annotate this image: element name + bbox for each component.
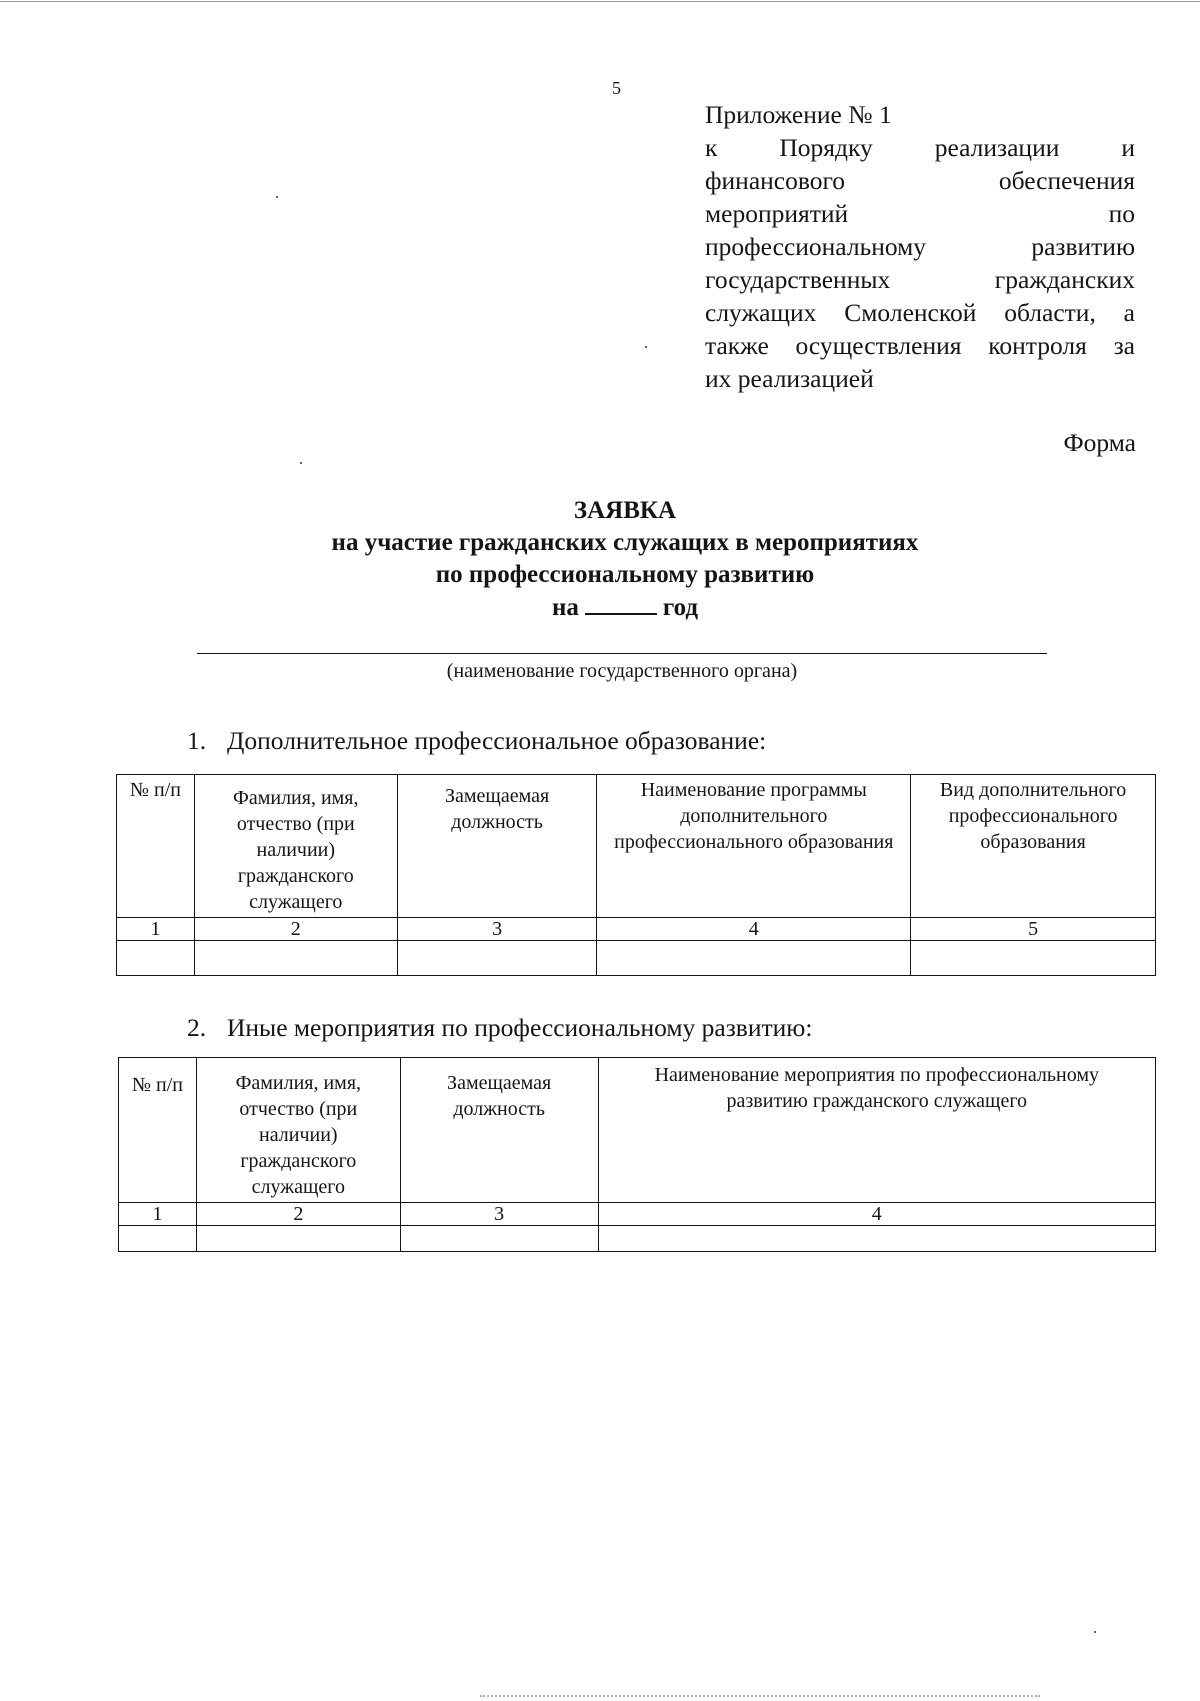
table-2-entry-row [119, 1226, 1156, 1252]
org-name-line[interactable] [197, 653, 1047, 654]
table-2-col-event: Наименование мероприятия по профессиональному развитию гражданского служащего [598, 1058, 1155, 1203]
table-2-num-cell: 3 [400, 1203, 598, 1226]
year-blank-field[interactable] [585, 591, 657, 615]
table-2-num-cell: 2 [196, 1203, 400, 1226]
table-additional-education [116, 774, 1156, 976]
table-1-num-cell: 5 [911, 918, 1156, 941]
table-2-numbers-row [119, 1203, 1156, 1226]
title-year-line [180, 591, 1070, 624]
table-2-col-fullname: Фамилия, имя, отчество (при наличии) гражданского служащего [196, 1058, 400, 1203]
appendix-line: также осуществления контроля за [705, 331, 1135, 360]
table-2-col-position: Замещаемая должность [400, 1058, 598, 1203]
table-1-col-position: Замещаемая должность [397, 775, 597, 918]
table-1-num-cell: 4 [597, 918, 911, 941]
scan-speck [1094, 1631, 1096, 1633]
table-1-col-education-type: Вид дополнительного профессионального образования [911, 775, 1156, 918]
table-2-header-row [119, 1058, 1156, 1203]
scan-edge-noise [480, 1695, 1040, 1697]
table-1-col-number: № п/п [117, 775, 195, 918]
table-2-num-cell: 1 [119, 1203, 197, 1226]
title-year-prefix: на [551, 594, 579, 621]
table-2-col-number: № п/п [119, 1058, 197, 1203]
title-line-3: по профессиональному развитию [435, 561, 815, 588]
appendix-block [705, 98, 1135, 395]
table-1-entry-cell[interactable] [911, 941, 1156, 976]
scan-speck [645, 346, 647, 348]
section-2-heading [187, 1013, 812, 1043]
appendix-line: служащих Смоленской области, а [705, 298, 1135, 327]
table-1-entry-row [117, 941, 1156, 976]
appendix-text [705, 131, 1135, 395]
form-label: Форма [1063, 428, 1136, 457]
table-other-events [118, 1057, 1156, 1252]
title-main: ЗАЯВКА [573, 497, 677, 524]
page-number: 5 [612, 78, 621, 98]
section-1-index: 1. [187, 726, 207, 755]
table-2-num-cell: 4 [598, 1203, 1155, 1226]
table-1-entry-cell[interactable] [397, 941, 597, 976]
table-2-entry-cell[interactable] [400, 1226, 598, 1252]
appendix-line: финансового обеспечения [705, 166, 1135, 195]
title-line-2: на участие гражданских служащих в мероприятиях [331, 529, 919, 556]
table-1-num-cell: 2 [194, 918, 397, 941]
appendix-line: мероприятий по [705, 199, 1135, 228]
appendix-line: их реализацией [705, 364, 874, 393]
table-1-numbers-row [117, 918, 1156, 941]
appendix-line: профессиональному развитию [705, 232, 1135, 261]
table-1-entry-cell[interactable] [194, 941, 397, 976]
table-1-entry-cell[interactable] [597, 941, 911, 976]
appendix-line: к Порядку реализации и [705, 133, 1135, 162]
section-2-title: Иные мероприятия по профессиональному развитию: [227, 1013, 813, 1042]
appendix-line: государственных гражданских [705, 265, 1135, 294]
section-1-title: Дополнительное профессиональное образование: [227, 726, 767, 755]
title-year-suffix: год [662, 594, 699, 621]
table-1-col-program: Наименование программы дополнительного профессионального образования [597, 775, 911, 918]
scan-edge-line [0, 1, 1200, 2]
org-name-caption: (наименование государственного органа) [446, 660, 798, 682]
table-1-header-row [117, 775, 1156, 918]
appendix-heading: Приложение № 1 [705, 100, 892, 129]
table-2-entry-cell[interactable] [598, 1226, 1155, 1252]
table-1-entry-cell[interactable] [117, 941, 195, 976]
section-1-heading [187, 726, 766, 756]
table-1-num-cell: 1 [117, 918, 195, 941]
table-1-col-fullname: Фамилия, имя, отчество (при наличии) гражданского служащего [194, 775, 397, 918]
section-2-index: 2. [187, 1013, 207, 1042]
table-1-num-cell: 3 [397, 918, 597, 941]
document-title [180, 495, 1070, 624]
scan-speck [300, 462, 302, 464]
table-2-entry-cell[interactable] [119, 1226, 197, 1252]
table-2-entry-cell[interactable] [196, 1226, 400, 1252]
scan-speck [276, 196, 278, 198]
